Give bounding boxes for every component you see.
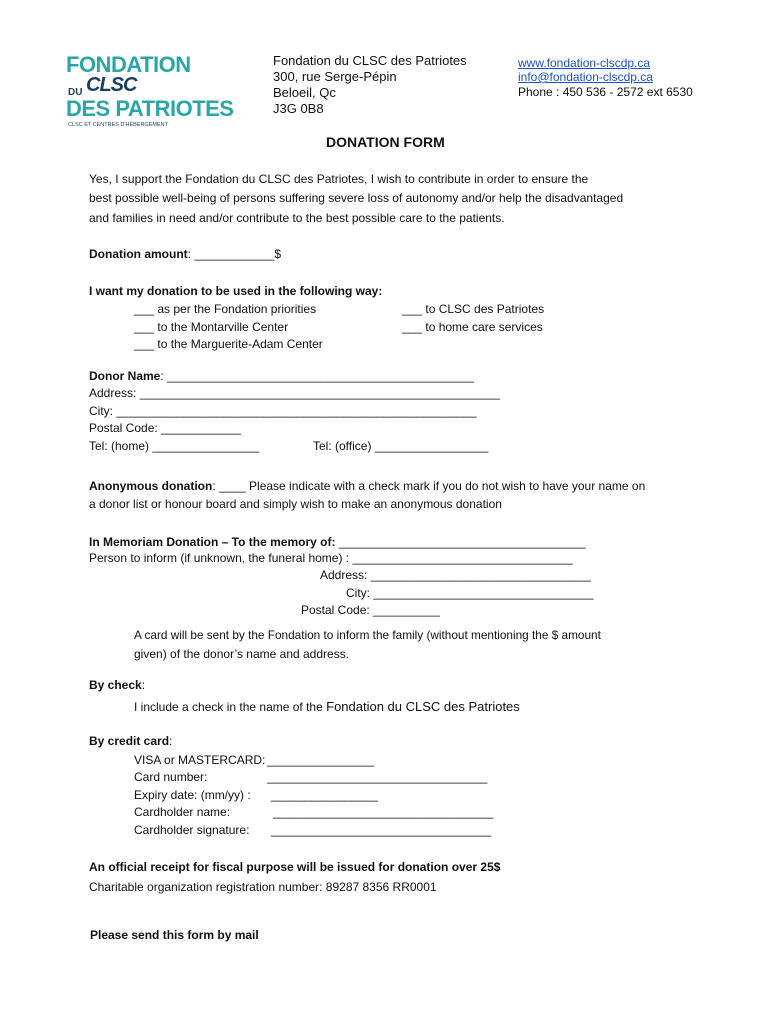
donor-name-line: : ______________________________________________ (160, 369, 475, 383)
check-heading (89, 678, 145, 692)
donation-amount-label: Donation amount (89, 247, 188, 261)
credit-holder-field[interactable]: _________________________________ (273, 805, 494, 819)
anonymous-line2: a donor list or honour board and simply wish to make an anonymous donation (89, 497, 502, 511)
usage-heading: I want my donation to be used in the following way: (89, 284, 383, 298)
usage-option-montarville[interactable]: ___ to the Montarville Center (134, 320, 289, 334)
credit-visa-label: VISA or MASTERCARD: (134, 753, 266, 767)
intro-line2: best possible well-being of persons suffering severe loss of autonomy and/or help the disadvantaged (89, 191, 624, 205)
mail-instruction: Please send this form by mail (90, 928, 259, 942)
usage-option-homecare[interactable]: ___ to home care services (402, 320, 543, 334)
address-city: Beloeil, Qc (273, 85, 336, 100)
credit-label: By credit card (89, 734, 170, 748)
page-title: DONATION FORM (326, 134, 445, 150)
credit-signature-field[interactable]: _________________________________ (271, 823, 492, 837)
address-name: Fondation du CLSC des Patriotes (273, 53, 467, 68)
anonymous-donation-field[interactable] (89, 479, 645, 493)
donor-postal-field[interactable]: Postal Code: ____________ (89, 421, 242, 435)
donor-address-field[interactable]: Address: ______________________________________________________ (89, 386, 501, 400)
check-text (134, 699, 520, 714)
donor-tel-office-field[interactable]: Tel: (office) _________________ (313, 439, 489, 453)
credit-number-label: Card number: (134, 770, 208, 784)
usage-option-clsc[interactable]: ___ to CLSC des Patriotes (402, 302, 545, 316)
memoriam-card-line2: given) of the donor’s name and address. (134, 647, 350, 661)
phone-number: Phone : 450 536 - 2572 ext 6530 (518, 85, 693, 99)
credit-expiry-label: Expiry date: (mm/yy) : (134, 788, 251, 802)
intro-line1: Yes, I support the Fondation du CLSC des Patriotes, I wish to contribute in order to ensure the (89, 172, 589, 186)
memoriam-label: In Memoriam Donation – To the memory of: (89, 535, 336, 549)
usage-option-marguerite[interactable]: ___ to the Marguerite-Adam Center (134, 337, 323, 351)
logo-line3: DES PATRIOTES (66, 96, 234, 121)
memoriam-city-field[interactable]: City: _________________________________ (346, 586, 594, 600)
usage-option-priorities[interactable]: ___ as per the Fondation priorities (134, 302, 317, 316)
donor-name-label: Donor Name (89, 369, 161, 383)
logo-clsc: CLSC (86, 74, 137, 96)
memoriam-address-field[interactable]: Address: _________________________________ (320, 568, 591, 582)
receipt-notice: An official receipt for fiscal purpose will be issued for donation over 25$ (89, 860, 501, 874)
check-text-main: I include a check in the name of the (134, 700, 327, 714)
memoriam-inform-field[interactable]: Person to inform (if unknown, the funeral home) : _________________________________ (89, 551, 573, 565)
memoriam-line: _____________________________________ (335, 535, 586, 549)
donation-amount-field[interactable] (89, 247, 281, 261)
check-text-org: Fondation du CLSC des Patriotes (326, 699, 520, 714)
memoriam-field[interactable] (89, 535, 586, 549)
donor-name-field[interactable] (89, 369, 474, 383)
foundation-logo (66, 52, 246, 132)
logo-line1: FONDATION (66, 52, 191, 77)
email-link[interactable]: info@fondation-clscdp.ca (518, 70, 653, 84)
logo-tagline: CLSC ET CENTRES D'HÉBERGEMENT (68, 122, 168, 128)
credit-heading (89, 734, 172, 748)
credit-number-field[interactable]: _________________________________ (267, 770, 488, 784)
memoriam-card-line1: A card will be sent by the Fondation to inform the family (without mentioning the $ amount (134, 628, 601, 642)
intro-line3: and families in need and/or contribute to the best possible care to the patients. (89, 211, 505, 225)
anonymous-label: Anonymous donation (89, 479, 213, 493)
registration-number: Charitable organization registration number: 89287 8356 RR0001 (89, 880, 437, 894)
credit-colon: : (169, 734, 173, 748)
donor-tel-home-field[interactable]: Tel: (home) ________________ (89, 439, 260, 453)
donation-amount-line: : ____________$ (187, 247, 282, 261)
address-postal: J3G 0B8 (273, 101, 324, 116)
anonymous-text: : ____ Please indicate with a check mark if you do not wish to have your name on (212, 479, 646, 493)
website-link[interactable]: www.fondation-clscdp.ca (518, 56, 651, 70)
credit-visa-field[interactable]: ________________ (267, 753, 374, 767)
credit-expiry-field[interactable]: ________________ (271, 788, 378, 802)
check-colon: : (141, 678, 146, 692)
credit-holder-label: Cardholder name: (134, 805, 231, 819)
logo-du: DU (68, 87, 83, 98)
memoriam-postal-field[interactable]: Postal Code: __________ (301, 603, 440, 617)
check-label: By check (89, 678, 142, 692)
credit-signature-label: Cardholder signature: (134, 823, 250, 837)
address-street: 300, rue Serge-Pépin (273, 69, 397, 84)
donor-city-field[interactable]: City: ______________________________________________________ (89, 404, 477, 418)
